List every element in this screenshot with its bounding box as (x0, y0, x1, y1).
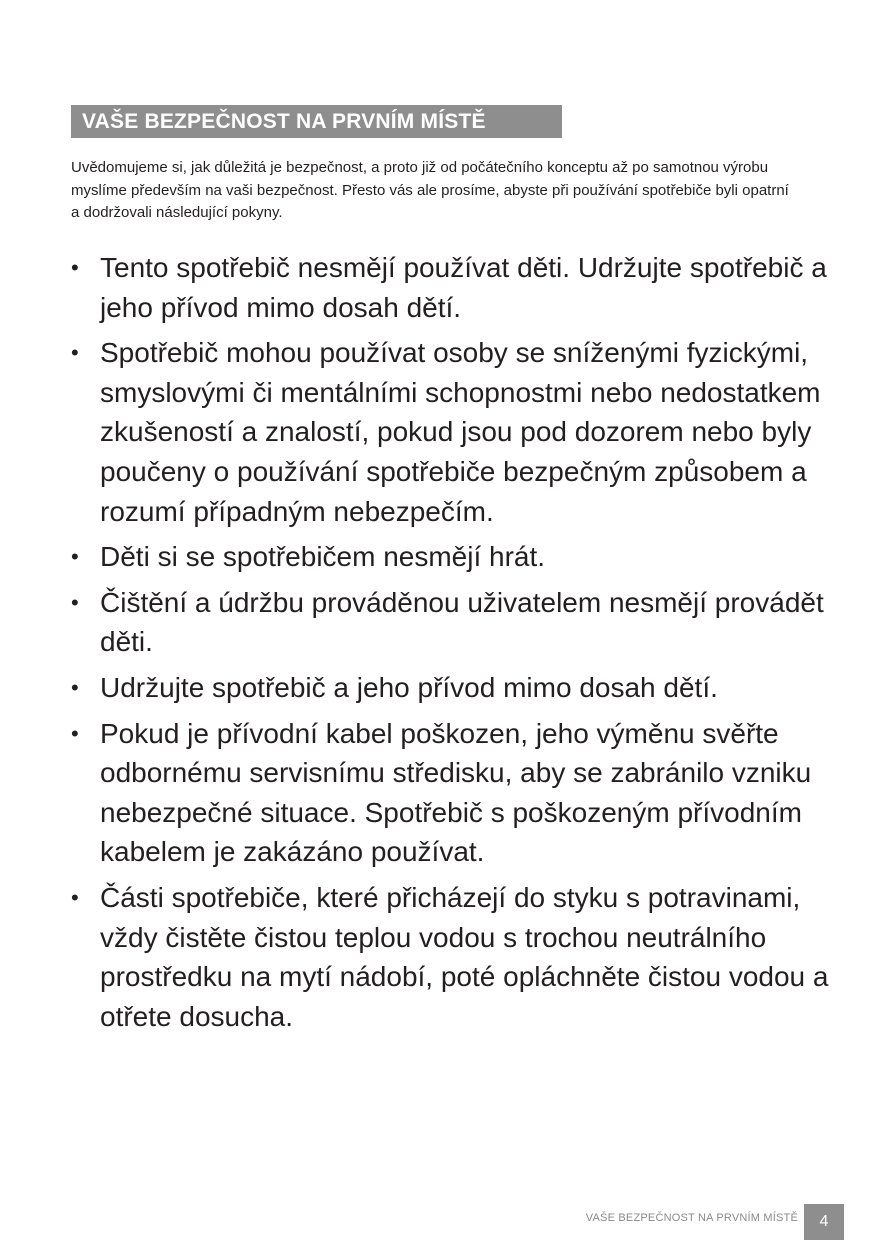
instruction-text: Děti si se spotřebičem nesmějí hrát. (100, 541, 546, 573)
bullet-icon: • (71, 340, 79, 366)
bullet-icon: • (71, 255, 79, 280)
section-heading-bar (71, 105, 562, 138)
safety-instructions-list (71, 248, 831, 1042)
list-item (71, 878, 831, 1036)
instruction-text: Pokud je přívodní kabel poškozen, jeho výměnu svěřte odbornému servisnímu středisku, aby se zabránilo vzniku nebezpečné situace. Spotřebič s poškozeným přívodním kabelem je zakázáno používat. (100, 717, 812, 868)
instruction-text: Spotřebič mohou používat osoby se sníženými fyzickými, smyslovými či mentálními schopnostmi nebo nedostatkem zkušeností a znalostí, pokud jsou pod dozorem nebo byly poučeny o používání spotřebiče bezpečným způsobem a rozumí případným nebezpečím. (100, 337, 821, 527)
list-item (71, 714, 831, 872)
list-item (71, 537, 831, 577)
bullet-icon: • (71, 544, 79, 570)
intro-paragraph: Uvědomujeme si, jak důležitá je bezpečnost, a proto již od počátečního konceptu až po samotnou výrobu myslíme především na vaši bezpečnost. Přesto vás ale prosíme, abyste při používání spotřebiče byli opatrní a dodržovali následující pokyny. (71, 159, 789, 221)
instruction-text: Udržujte spotřebič a jeho přívod mimo dosah dětí. (100, 671, 718, 703)
instruction-text: Části spotřebiče, které přicházejí do styku s potravinami, vždy čistěte čistou teplou vodou s trochou neutrálního prostředku na mytí nádobí, poté opláchněte čistou vodou a otřete dosucha. (100, 881, 829, 1032)
footer-running-title: VAŠE BEZPEČNOST NA PRVNÍM MÍSTĚ (585, 1212, 798, 1224)
list-item (71, 583, 831, 662)
page-number: 4 (804, 1204, 844, 1240)
list-item (71, 333, 831, 531)
bullet-icon: • (71, 884, 79, 910)
instruction-text: Čištění a údržbu prováděnou uživatelem nesmějí provádět děti. (100, 586, 824, 658)
list-item (71, 248, 831, 327)
bullet-icon: • (71, 674, 79, 700)
instruction-text: Tento spotřebič nesmějí používat děti. Udržujte spotřebič a jeho přívod mimo dosah dětí. (100, 252, 827, 323)
bullet-icon: • (71, 589, 79, 615)
bullet-icon: • (71, 720, 79, 746)
list-item (71, 668, 831, 708)
section-heading: VAŠE BEZPEČNOST NA PRVNÍM MÍSTĚ (82, 109, 486, 133)
